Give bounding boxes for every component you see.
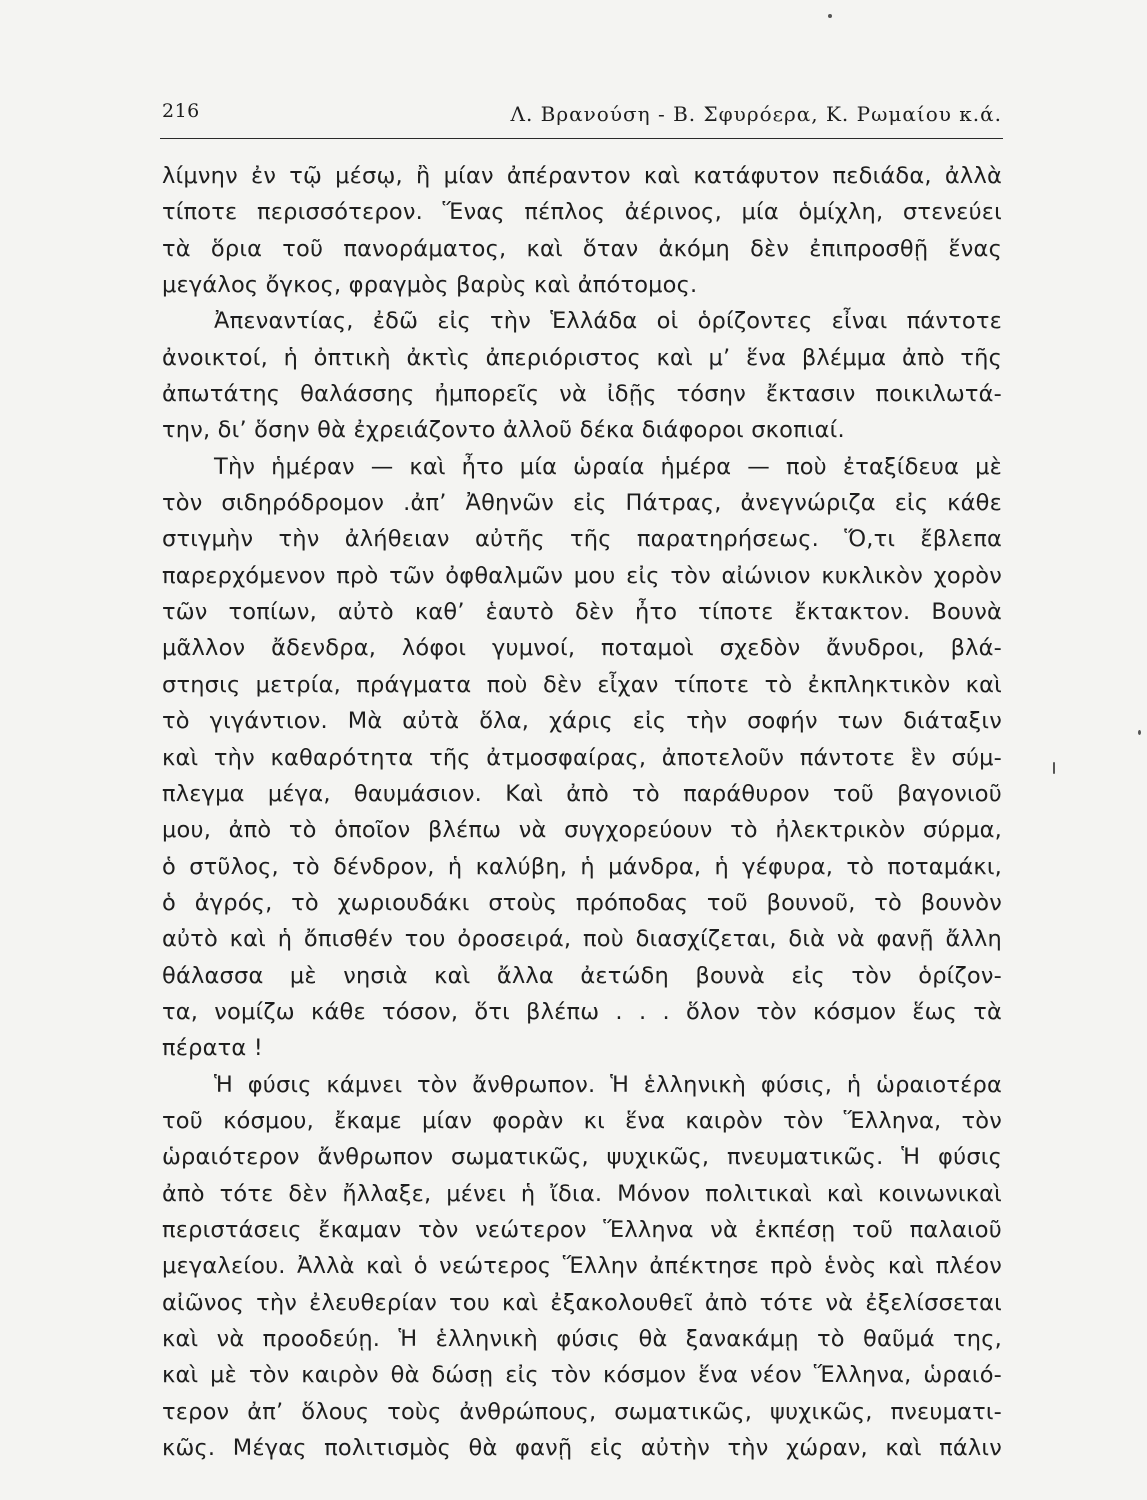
text-line: παρερχόμενον πρὸ τῶν ὀφθαλμῶν μου εἰς τὸν αἰώνιον κυκλικὸν χορὸν: [162, 562, 1002, 589]
text-line: τὸν σιδηρόδρομον .ἀπ’ Ἀθηνῶν εἰς Πάτρας, ἀνεγνώριζα εἰς κάθε: [162, 490, 1002, 517]
scan-speck: [1053, 762, 1055, 774]
text-line: πλεγμα μέγα, θαυμάσιον. Καὶ ἀπὸ τὸ παράθυρον τοῦ βαγονιοῦ: [162, 780, 1002, 807]
scan-speck: [1138, 730, 1141, 735]
text-line: τοῦ κόσμου, ἔκαμε μίαν φορὰν κι ἕνα καιρὸν τὸν Ἕλληνα, τὸν: [162, 1107, 1002, 1134]
text-line: τὸ γιγάντιον. Μὰ αὐτὰ ὅλα, χάρις εἰς τὴν σοφήν των διάταξιν: [162, 708, 1002, 735]
text-line: ἀπὸ τότε δὲν ἤλλαξε, μένει ἡ ἴδια. Μόνον πολιτικαὶ καὶ κοινωνικαὶ: [162, 1180, 1002, 1207]
text-line: περιστάσεις ἔκαμαν τὸν νεώτερον Ἕλληνα νὰ ἐκπέσῃ τοῦ παλαιοῦ: [162, 1216, 1002, 1243]
text-line: ὡραιότερον ἄνθρωπον σωματικῶς, ψυχικῶς, πνευματικῶς. Ἡ φύσις: [162, 1144, 1002, 1171]
text-line: αὐτὸ καὶ ἡ ὄπισθέν του ὀροσειρά, ποὺ διασχίζεται, διὰ νὰ φανῇ ἄλλη: [162, 926, 1002, 953]
running-head: Λ. Βρανούση - Β. Σφυρόερα, Κ. Ρωμαίου κ.ά.: [510, 102, 1002, 126]
text-line: μεγάλος ὄγκος, φραγμὸς βαρὺς καὶ ἀπότομος.: [162, 272, 698, 299]
text-line: Ἡ φύσις κάμνει τὸν ἄνθρωπον. Ἡ ἑλληνικὴ φύσις, ἡ ὡραιοτέρα: [214, 1071, 1002, 1098]
text-line: ὁ ἀγρός, τὸ χωριουδάκι στοὺς πρόποδας τοῦ βουνοῦ, τὸ βουνὸν: [162, 889, 1002, 916]
text-line: ἀπωτάτης θαλάσσης ἠμπορεῖς νὰ ἰδῇς τόσην ἔκτασιν ποικιλωτά-: [162, 381, 1002, 408]
text-line: κῶς. Μέγας πολιτισμὸς θὰ φανῇ εἰς αὐτὴν τὴν χώραν, καὶ πάλιν: [162, 1435, 1002, 1462]
text-line: ἀνοικτοί, ἡ ὀπτικὴ ἀκτὶς ἀπεριόριστος καὶ μ’ ἕνα βλέμμα ἀπὸ τῆς: [162, 344, 1002, 371]
text-line: στησις μετρία, πράγματα ποὺ δὲν εἶχαν τίποτε τὸ ἐκπληκτικὸν καὶ: [162, 671, 1002, 698]
text-line: μου, ἀπὸ τὸ ὁποῖον βλέπω νὰ συγχορεύουν τὸ ἠλεκτρικὸν σύρμα,: [162, 817, 1002, 844]
text-line: τῶν τοπίων, αὐτὸ καθ’ ἑαυτὸ δὲν ἦτο τίποτε ἔκτακτον. Βουνὰ: [162, 599, 1002, 626]
text-line: την, δι’ ὅσην θὰ ἐχρειάζοντο ἀλλοῦ δέκα διάφοροι σκοπιαί.: [162, 417, 845, 444]
text-line: θάλασσα μὲ νησιὰ καὶ ἄλλα ἀετώδη βουνὰ εἰς τὸν ὁρίζον-: [162, 962, 1002, 989]
text-line: καὶ μὲ τὸν καιρὸν θὰ δώσῃ εἰς τὸν κόσμον ἕνα νέον Ἕλληνα, ὡραιό-: [162, 1362, 1002, 1389]
text-line: Τὴν ἡμέραν — καὶ ἦτο μία ὡραία ἡμέρα — ποὺ ἐταξίδευα μὲ: [214, 453, 1002, 480]
text-line: λίμνην ἐν τῷ μέσῳ, ἢ μίαν ἀπέραντον καὶ κατάφυτον πεδιάδα, ἀλλὰ: [162, 163, 1002, 189]
body-text: [162, 158, 1002, 1466]
page-number: 216: [162, 100, 200, 122]
text-line: πέρατα !: [162, 1035, 263, 1062]
text-line: μᾶλλον ἄδενδρα, λόφοι γυμνοί, ποταμοὶ σχεδὸν ἄνυδροι, βλά-: [162, 635, 1002, 662]
text-line: μεγαλείου. Ἀλλὰ καὶ ὁ νεώτερος Ἕλλην ἀπέκτησε πρὸ ἑνὸς καὶ πλέον: [162, 1253, 1002, 1280]
text-line: αἰῶνος τὴν ἐλευθερίαν του καὶ ἐξακολουθεῖ ἀπὸ τότε νὰ ἐξελίσσεται: [162, 1289, 1002, 1316]
scan-speck: [828, 14, 832, 18]
text-line: Ἀπεναντίας, ἐδῶ εἰς τὴν Ἑλλάδα οἱ ὁρίζοντες εἶναι πάντοτε: [214, 308, 1002, 335]
header-rule: [160, 138, 1003, 139]
text-line: καὶ νὰ προοδεύῃ. Ἡ ἑλληνικὴ φύσις θὰ ξανακάμῃ τὸ θαῦμά της,: [162, 1326, 1002, 1352]
text-line: στιγμὴν τὴν ἀλήθειαν αὐτῆς τῆς παρατηρήσεως. Ὅ,τι ἔβλεπα: [162, 526, 1002, 553]
text-line: τερον ἀπ’ ὅλους τοὺς ἀνθρώπους, σωματικῶς, ψυχικῶς, πνευματι-: [162, 1398, 1002, 1425]
text-line: ὁ στῦλος, τὸ δένδρον, ἡ καλύβη, ἡ μάνδρα, ἡ γέφυρα, τὸ ποταμάκι,: [162, 853, 1002, 880]
text-line: καὶ τὴν καθαρότητα τῆς ἀτμοσφαίρας, ἀποτελοῦν πάντοτε ἓν σύμ-: [162, 744, 1002, 771]
text-line: τὰ ὅρια τοῦ πανοράματος, καὶ ὅταν ἀκόμη δὲν ἐπιπροσθῇ ἕνας: [162, 235, 1002, 262]
text-line: τα, νομίζω κάθε τόσον, ὅτι βλέπω . . . ὅλον τὸν κόσμον ἕως τὰ: [162, 998, 1002, 1025]
page-header: [162, 100, 1002, 140]
text-line: τίποτε περισσότερον. Ἕνας πέπλος ἀέρινος, μία ὁμίχλη, στενεύει: [162, 199, 1002, 226]
